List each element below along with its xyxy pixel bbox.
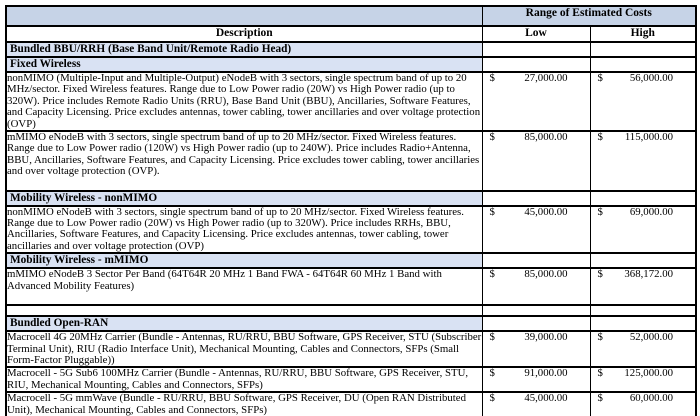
high-cost-cell <box>590 268 696 305</box>
empty-low-cell <box>482 305 590 316</box>
low-cost-cell-empty <box>482 42 590 57</box>
currency-symbol: $ <box>597 331 603 344</box>
section-label: Mobility Wireless - mMIMO <box>6 253 482 268</box>
table-row <box>6 331 696 367</box>
blank-header-cell <box>6 6 482 26</box>
high-cost-value: 115,000.00 <box>624 131 673 144</box>
table-row <box>6 367 696 392</box>
high-cost-cell <box>590 367 696 392</box>
low-cost-value: 85,000.00 <box>524 268 568 281</box>
description-column-header: Description <box>6 26 482 42</box>
low-cost-cell-empty <box>482 57 590 72</box>
high-cost-cell <box>590 131 696 191</box>
currency-symbol: $ <box>489 268 495 281</box>
low-cost-cell-empty <box>482 253 590 268</box>
currency-symbol: $ <box>489 331 495 344</box>
low-cost-cell <box>482 268 590 305</box>
high-cost-cell-empty <box>590 42 696 57</box>
high-cost-cell-empty <box>590 191 696 206</box>
description-cell: Macrocell - 5G mmWave (Bundle - RU/RRU, BBU Software, GPS Receiver, DU (Open RAN Distributed Unit), Mechanical Mounting, Cables and Connectors, SFPs) <box>6 392 482 416</box>
high-cost-value: 69,000.00 <box>629 205 673 218</box>
description-cell: nonMIMO eNodeB with 3 sectors, single spectrum band of up to 20 MHz/sector. Fixed Wireless features. Range due to Low Power radio (20W) vs High Power radio (up to 320W). Price includes RRHs, BBU, Ancillaries, Software Features, and Capacity Licensing. Price excludes antennas, tower cabling, tower ancillaries and over voltage protection (OVP) <box>6 206 482 254</box>
low-cost-value: 91,000.00 <box>524 367 568 380</box>
high-cost-cell-empty <box>590 57 696 72</box>
low-cost-value: 85,000.00 <box>524 131 568 144</box>
cost-table <box>5 5 697 416</box>
section-label: Fixed Wireless <box>6 57 482 72</box>
currency-symbol: $ <box>489 131 495 144</box>
header-row-range <box>6 6 696 26</box>
description-cell: mMIMO eNodeB with 3 sectors, single spectrum band of up to 20 MHz/sector. Fixed Wireless features. Range due to Low Power radio (120W) vs High Power radio (up to 240W). Price includes Radio+Antenna, BBU, Ancillaries, Software Features, and Capacity Licensing. Price excludes tower cabling, tower ancillaries and over voltage protection (OVP). <box>6 131 482 191</box>
high-cost-value: 52,000.00 <box>629 331 673 344</box>
section-label: Bundled BBU/RRH (Base Band Unit/Remote Radio Head) <box>6 42 482 57</box>
low-cost-cell <box>482 392 590 416</box>
section-label: Bundled Open-RAN <box>6 316 482 331</box>
currency-symbol: $ <box>597 392 603 405</box>
low-cost-cell <box>482 331 590 367</box>
currency-symbol: $ <box>597 72 603 84</box>
low-cost-cell-empty <box>482 191 590 206</box>
empty-high-cell <box>590 305 696 316</box>
section-row <box>6 42 696 57</box>
low-cost-value: 45,000.00 <box>524 392 568 405</box>
description-cell: Macrocell - 5G Sub6 100MHz Carrier (Bundle - Antennas, RU/RRU, BBU Software, GPS Receiver, STU, RIU, Mechanical Mounting, Cables and Connectors, SFPs) <box>6 367 482 392</box>
section-row <box>6 191 696 206</box>
high-cost-cell-empty <box>590 253 696 268</box>
table-row <box>6 131 696 191</box>
section-row <box>6 253 696 268</box>
low-cost-cell <box>482 206 590 254</box>
section-label: Mobility Wireless - nonMIMO <box>6 191 482 206</box>
currency-symbol: $ <box>597 268 603 281</box>
section-row <box>6 57 696 72</box>
high-cost-cell-empty <box>590 316 696 331</box>
description-cell: Macrocell 4G 20MHz Carrier (Bundle - Antennas, RU/RRU, BBU Software, GPS Receiver, STU (Subscriber Terminal Unit), RIU (Radio Interface Unit), Mechanical Mounting, Cables and Connectors, SFPs (Small Form-Factor Pluggable)) <box>7 331 482 366</box>
high-column-header: High <box>590 26 696 42</box>
header-row-columns <box>6 26 696 42</box>
range-of-estimated-costs-header: Range of Estimated Costs <box>482 6 696 26</box>
high-cost-cell <box>590 72 696 131</box>
currency-symbol: $ <box>597 205 603 218</box>
table-row <box>6 268 696 305</box>
table-row <box>6 206 696 254</box>
low-cost-cell <box>482 72 590 131</box>
low-cost-value: 39,000.00 <box>524 331 568 344</box>
high-cost-value: 56,000.00 <box>629 72 673 84</box>
high-cost-cell <box>590 206 696 254</box>
low-column-header: Low <box>482 26 590 42</box>
high-cost-cell <box>590 392 696 416</box>
description-cell: nonMIMO (Multiple-Input and Multiple-Output) eNodeB with 3 sectors, single spectrum band of up to 20 MHz/sector. Fixed Wireless features. Range due to Low Power radio (20W) vs High Power radio (up to 320W). Price includes Remote Radio Units (RRU), Base Band Unit (BBU), Ancillaries, Software Features, and Capacity Licensing. Price excludes antennas, tower cabling, tower ancillaries and over voltage protection (OVP) <box>7 72 481 130</box>
currency-symbol: $ <box>597 131 603 144</box>
currency-symbol: $ <box>489 205 495 218</box>
spacer-row <box>6 305 696 316</box>
currency-symbol: $ <box>597 367 603 380</box>
table-body <box>6 42 696 416</box>
currency-symbol: $ <box>489 367 495 380</box>
currency-symbol: $ <box>489 392 495 405</box>
low-cost-value: 45,000.00 <box>524 205 568 218</box>
high-cost-cell <box>590 331 696 367</box>
table-row <box>6 392 696 416</box>
section-row <box>6 316 696 331</box>
high-cost-value: 368,172.00 <box>624 268 673 281</box>
high-cost-value: 60,000.00 <box>629 392 673 405</box>
empty-description-cell <box>6 305 482 316</box>
low-cost-value: 27,000.00 <box>524 72 568 84</box>
high-cost-value: 125,000.00 <box>624 367 673 380</box>
description-cell: mMIMO eNodeB 3 Sector Per Band (64T64R 20 MHz 1 Band FWA - 64T64R 60 MHz 1 Band with Advanced Mobility Features) <box>6 268 482 305</box>
low-cost-cell-empty <box>482 316 590 331</box>
low-cost-cell <box>482 367 590 392</box>
currency-symbol: $ <box>489 72 495 84</box>
low-cost-cell <box>482 131 590 191</box>
table-row <box>6 72 696 131</box>
